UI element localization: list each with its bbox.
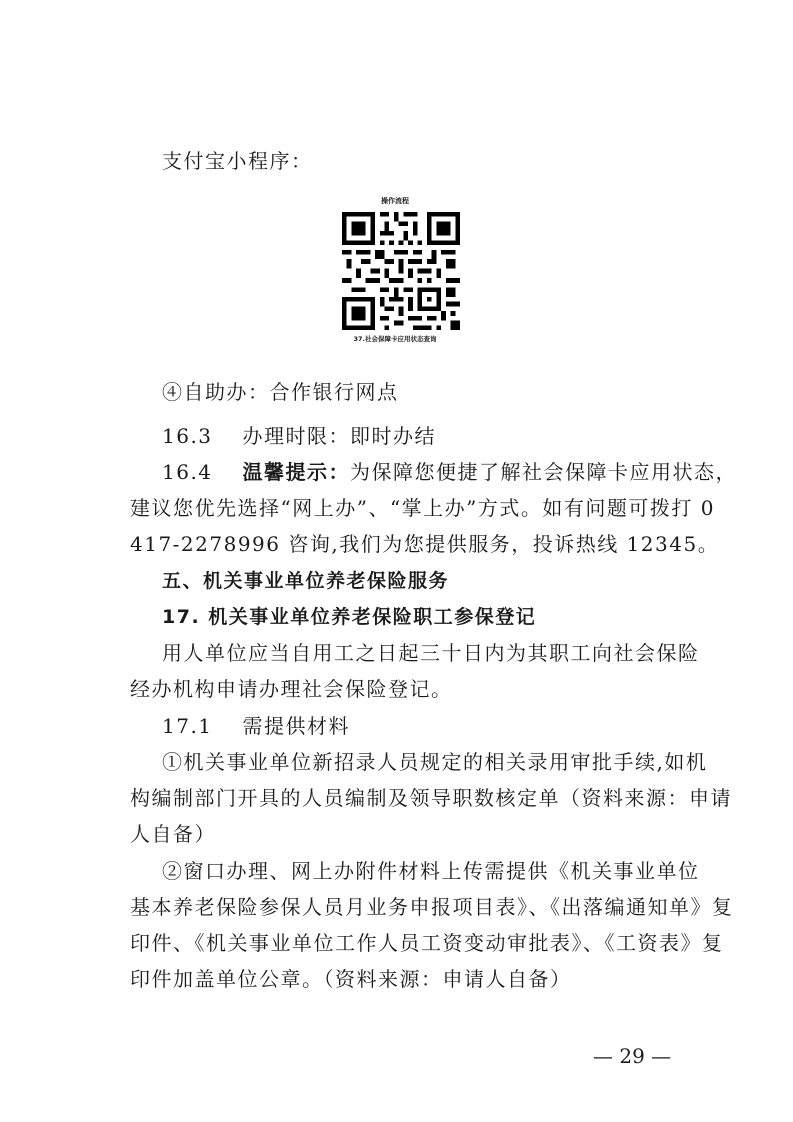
paragraph-line: 构编制部门开具的人员编制及领导职数核定单（资料来源：申请 [130,786,732,810]
paragraph-line: 人自备） [130,822,216,846]
section-16-4 [162,458,737,486]
paragraph-line: 用人单位应当自用工之日起三十日内为其职工向社会保险 [162,641,700,665]
qr-code-image [342,212,460,330]
material-item-2: ②窗口办理、网上办附件材料上传需提供《机关事业单位 [162,859,700,883]
section-17-heading: 17. 机关事业单位养老保险职工参保登记 [162,606,537,628]
section-16-3 [162,422,436,450]
paragraph-line: 印件加盖单位公章。（资料来源：申请人自备） [130,967,572,991]
section-number: 17.1 [162,714,213,738]
qr-caption-bottom: 37.社会保障卡应用状态查询 [353,335,437,343]
paragraph-line: 417-2278996 咨询,我们为您提供服务，投诉热线 12345。 [130,532,720,556]
section-number: 16.4 [162,460,213,484]
page-number: — 29 — [593,1044,672,1068]
paragraph-line: 建议您优先选择“网上办”、“掌上办”方式。如有问题可拨打 0 [130,496,715,520]
intro-label: 支付宝小程序： [162,149,313,173]
section-text: 需提供材料 [242,714,351,738]
section-17-1 [162,712,350,740]
paragraph-line: 印件、《机关事业单位工作人员工资变动审批表》、《工资表》复 [130,931,724,955]
chapter-heading: 五、机关事业单位养老保险服务 [162,570,450,592]
tip-text: 为保障您便捷了解社会保障卡应用状态， [350,460,738,484]
qr-code-block [330,196,460,348]
qr-caption-top: 操作流程 [381,197,409,205]
material-item-1: ①机关事业单位新招录人员规定的相关录用审批手续,如机 [162,750,708,774]
tip-label: 温馨提示： [242,460,351,484]
section-text: 办理时限：即时办结 [242,424,437,448]
section-number: 16.3 [162,424,213,448]
self-service-line: ④自助办：合作银行网点 [162,380,399,404]
paragraph-line: 经办机构申请办理社会保险登记。 [130,677,453,701]
paragraph-line: 基本养老保险参保人员月业务申报项目表》、《出落编通知单》复 [130,895,734,919]
